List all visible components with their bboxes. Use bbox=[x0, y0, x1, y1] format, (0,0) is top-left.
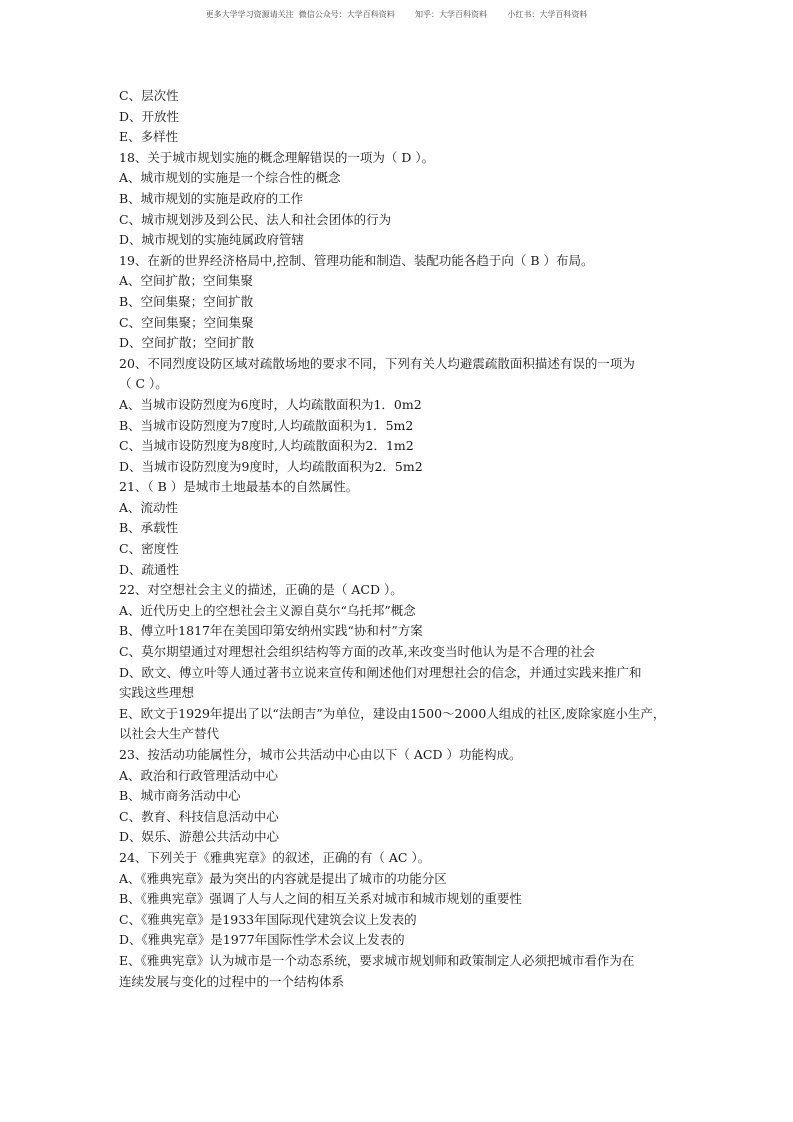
text-line: C、当城市设防烈度为8度时,人均疏散面积为2．1m2 bbox=[119, 438, 414, 454]
text-line: B、承载性 bbox=[119, 520, 179, 536]
question-line: 22、对空想社会主义的描述，正确的是（ ACD ）。 bbox=[119, 582, 403, 598]
text-line: B、城市商务活动中心 bbox=[119, 788, 241, 804]
question-line: 23、按活动功能属性分，城市公共活动中心由以下（ ACD ）功能构成。 bbox=[119, 747, 522, 762]
text-line: D、开放性 bbox=[119, 108, 180, 124]
text-line: 实践这些理想 bbox=[119, 685, 195, 701]
text-line: C、城市规划涉及到公民、法人和社会团体的行为 bbox=[119, 211, 392, 227]
text-line: E、多样性 bbox=[119, 129, 179, 145]
text-line: A、城市规划的实施是一个综合性的概念 bbox=[119, 170, 341, 186]
text-line: A、流动性 bbox=[119, 499, 179, 515]
text-line: A、空间扩散；空间集聚 bbox=[119, 273, 254, 289]
text-line: C、密度性 bbox=[119, 541, 179, 557]
text-line: （ C ）。 bbox=[119, 376, 168, 392]
text-line: B、城市规划的实施是政府的工作 bbox=[119, 190, 304, 206]
text-line: E、欧文于1929年提出了以“法朗吉”为单位，建设由1500～2000人组成的社区,废除家庭小生产， bbox=[119, 705, 666, 721]
text-line: D、城市规划的实施纯属政府管辖 bbox=[119, 232, 305, 248]
text-line: 连续发展与变化的过程中的一个结构体系 bbox=[119, 973, 345, 989]
text-line: 以社会大生产替代 bbox=[119, 726, 220, 742]
text-line: D、空间扩散；空间扩散 bbox=[119, 335, 255, 351]
text-line: A、政治和行政管理活动中心 bbox=[119, 767, 279, 783]
question-line: 18、关于城市规划实施的概念理解错误的一项为（ D ）。 bbox=[119, 149, 435, 165]
text-line: B、《雅典宪章》强调了人与人之间的相互关系对城市和城市规划的重要性 bbox=[119, 891, 522, 907]
text-line: D、当城市设防烈度为9度时，人均疏散面积为2．5m2 bbox=[119, 458, 423, 474]
text-line: C、空间集聚；空间集聚 bbox=[119, 314, 254, 330]
text-line: D、疏通性 bbox=[119, 561, 180, 577]
text-line: A、《雅典宪章》最为突出的内容就是提出了城市的功能分区 bbox=[119, 870, 447, 886]
text-line: A、当城市设防烈度为6度时，人均疏散面积为1．0m2 bbox=[119, 396, 422, 412]
text-line: D、《雅典宪章》是1977年国际性学术会议上发表的 bbox=[119, 932, 405, 948]
text-line: A、近代历史上的空想社会主义源自莫尔“乌托邦”概念 bbox=[119, 602, 416, 618]
text-line: E、《雅典宪章》认为城市是一个动态系统，要求城市规划师和政策制定人必须把城市看作为在 bbox=[119, 952, 635, 968]
question-line: 24、下列关于《雅典宪章》的叙述，正确的有（ AC ）。 bbox=[119, 849, 431, 865]
question-line: 20、不同烈度设防区域对疏散场地的要求不同，下列有关人均避震疏散面积描述有误的一项为 bbox=[119, 355, 635, 371]
text-line: B、傅立叶1817年在美国印第安纳州实践“协和村”方案 bbox=[119, 623, 423, 639]
text-line: C、《雅典宪章》是1933年国际现代建筑会议上发表的 bbox=[119, 911, 417, 927]
question-line: 19、在新的世界经济格局中,控制、管理功能和制造、装配功能各趋于向（ B ）布局。 bbox=[119, 252, 594, 268]
text-line: B、当城市设防烈度为7度时,人均疏散面积为1．5m2 bbox=[119, 417, 414, 433]
text-line: D、欧文、傅立叶等人通过著书立说来宣传和阐述他们对理想社会的信念，并通过实践来推广和 bbox=[119, 664, 642, 680]
text-line: C、层次性 bbox=[119, 88, 179, 103]
text-line: C、莫尔期望通过对理想社会组织结构等方面的改革,来改变当时他认为是不合理的社会 bbox=[119, 644, 596, 660]
text-line: D、娱乐、游憩公共活动中心 bbox=[119, 829, 280, 845]
text-line: B、空间集聚；空间扩散 bbox=[119, 293, 254, 309]
document-body bbox=[119, 86, 679, 992]
page-header: 更多大学学习资源请关注 微信公众号：大学百科资料 知乎：大学百科资料 小红书：大学百科资料 bbox=[205, 10, 588, 19]
question-line: 21、（ B ）是城市土地最基本的自然属性。 bbox=[119, 479, 359, 495]
text-line: C、教育、科技信息活动中心 bbox=[119, 808, 279, 824]
